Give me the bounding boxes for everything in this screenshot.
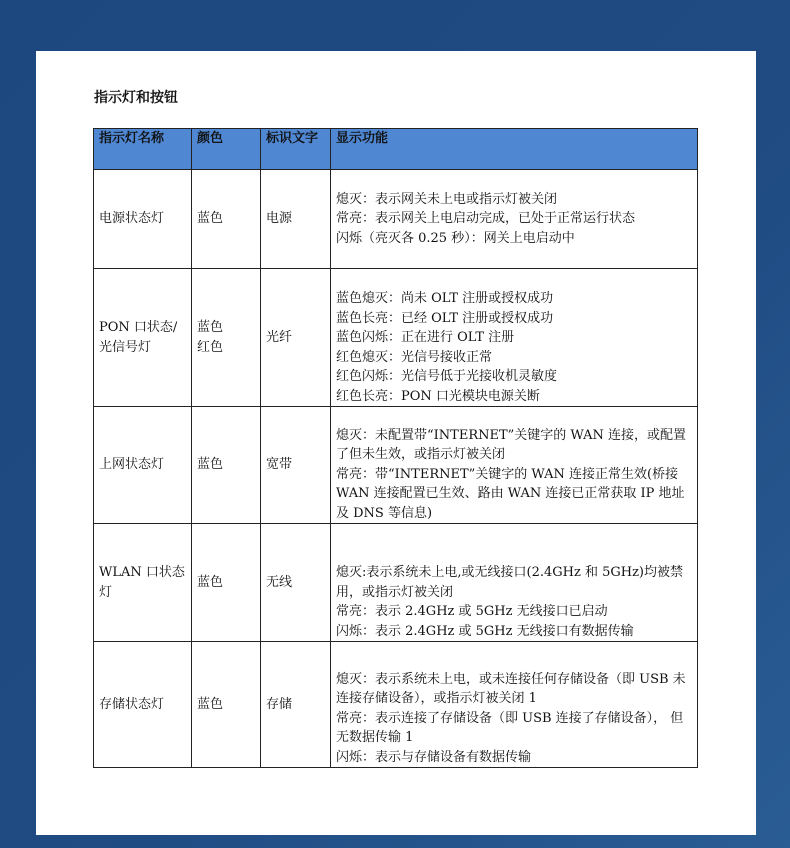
cell-label: 光纤 [261, 269, 331, 407]
name-text: PON 口状态/ [99, 320, 178, 335]
name-text: 灯 [99, 584, 113, 600]
cell-name [94, 407, 192, 524]
cell-function [331, 269, 698, 407]
function-line: 红色闪烁：光信号低于光接收机灵敏度 [336, 369, 558, 384]
function-line: 闪烁（亮灭各 0.25 秒）：网关上电启动中 [336, 230, 575, 246]
color-text: 蓝色 [197, 457, 224, 473]
function-line: 蓝色熄灭：尚未 OLT 注册或授权成功 [336, 291, 554, 306]
function-line: 蓝色长亮：已经 OLT 注册或授权成功 [336, 310, 554, 326]
header-function: 显示功能 [331, 129, 698, 170]
name-text: 存储状态灯 [99, 696, 165, 712]
cell-name [94, 170, 192, 269]
indicator-table [93, 128, 698, 768]
header-name: 指示灯名称 [94, 129, 192, 170]
table-row [94, 407, 698, 524]
name-text: 上网状态灯 [99, 457, 165, 473]
cell-function [331, 407, 698, 524]
color-text: 蓝色 [197, 574, 224, 590]
cell-label: 宽带 [261, 407, 331, 524]
cell-color [192, 524, 261, 642]
color-text: 蓝色 [197, 211, 224, 227]
function-line: 熄灭：表示系统未上电，或未连接任何存储设备（即 USB 未连接存储设备），或指示灯被关闭 1 [336, 671, 686, 706]
cell-name [94, 642, 192, 768]
name-text: WLAN 口状态 [99, 565, 185, 580]
cell-label: 存储 [261, 642, 331, 768]
table-row [94, 642, 698, 768]
cell-name [94, 269, 192, 407]
table-row [94, 170, 698, 269]
cell-color [192, 642, 261, 768]
cell-color [192, 269, 261, 407]
name-text: 电源状态灯 [99, 211, 165, 227]
cell-function [331, 524, 698, 642]
function-line: 熄灭:表示系统未上电,或无线接口(2.4GHz 和 5GHz)均被禁用，或指示灯被关闭 [336, 565, 684, 600]
header-color: 颜色 [192, 129, 261, 170]
function-line: 常亮：带“INTERNET”关键字的 WAN 连接正常生效(桥接 WAN 连接配置已生效、路由 WAN 连接已正常获取 IP 地址及 DNS 等信息) [336, 466, 685, 521]
cell-color [192, 407, 261, 524]
function-line: 熄灭：表示网关未上电或指示灯被关闭 [336, 191, 558, 207]
function-line: 常亮：表示网关上电启动完成，已处于正常运行状态 [336, 211, 636, 227]
table-row [94, 524, 698, 642]
function-line: 红色熄灭：光信号接收正常 [336, 349, 493, 365]
header-label: 标识文字 [261, 129, 331, 170]
cell-label: 电源 [261, 170, 331, 269]
cell-function [331, 170, 698, 269]
color-text: 蓝色 [197, 320, 224, 335]
section-heading: 指示灯和按钮 [94, 90, 178, 106]
function-line: 闪烁：表示与存储设备有数据传输 [336, 749, 532, 765]
function-line: 红色长亮：PON 口光模块电源关断 [336, 388, 540, 404]
table-row [94, 269, 698, 407]
name-text: 光信号灯 [99, 339, 152, 355]
function-line: 熄灭：未配置带“INTERNET”关键字的 WAN 连接，或配置了但未生效，或指示灯被关闭 [336, 427, 687, 462]
cell-color [192, 170, 261, 269]
function-line: 常亮：表示连接了存储设备（即 USB 连接了存储设备）， 但无数据传输 1 [336, 710, 684, 745]
document-page [36, 51, 756, 835]
table-header-row [94, 129, 698, 170]
function-line: 常亮：表示 2.4GHz 或 5GHz 无线接口已启动 [336, 604, 608, 619]
color-text: 红色 [197, 339, 224, 355]
cell-function [331, 642, 698, 768]
cell-label: 无线 [261, 524, 331, 642]
cell-name [94, 524, 192, 642]
function-line: 闪烁：表示 2.4GHz 或 5GHz 无线接口有数据传输 [336, 623, 634, 639]
color-text: 蓝色 [197, 696, 224, 712]
function-line: 蓝色闪烁：正在进行 OLT 注册 [336, 330, 515, 345]
